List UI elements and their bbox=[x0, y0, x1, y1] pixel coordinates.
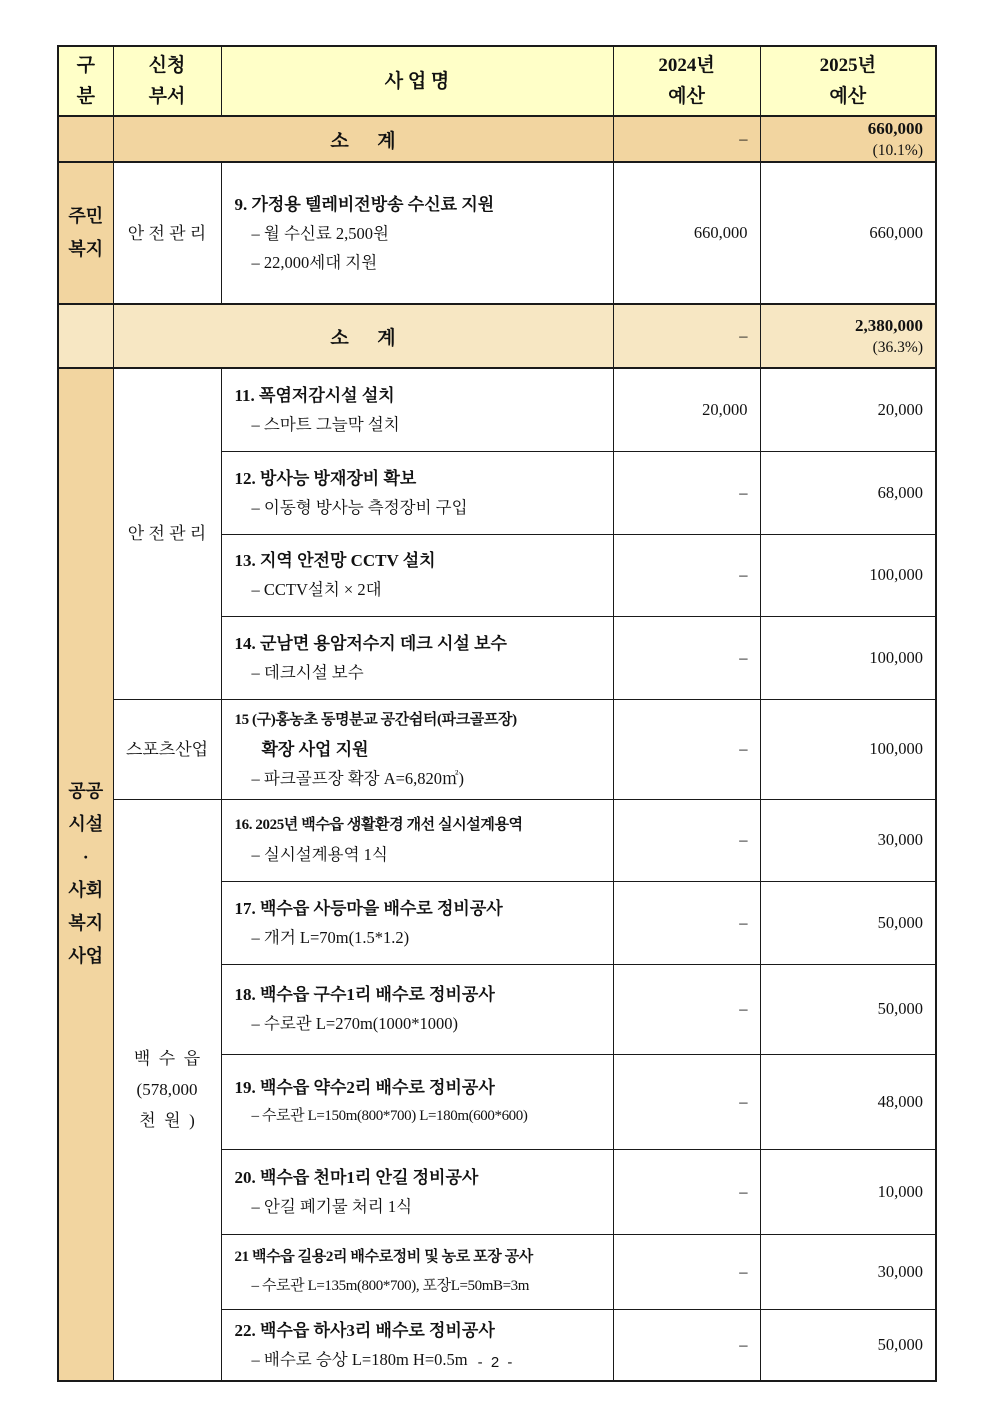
project-subitem: – 배수로 승상 L=180m H=0.5m bbox=[251, 1349, 468, 1369]
header-project: 사 업 명 bbox=[221, 46, 613, 116]
budget-2024-cell: 660,000 bbox=[613, 162, 760, 304]
header-dept-line1: 신청 bbox=[148, 55, 186, 76]
page-number: - 2 - bbox=[477, 1354, 515, 1371]
subtotal2-amount: 2,380,000 bbox=[855, 316, 923, 335]
project-subitem: – 월 수신료 2,500원 bbox=[251, 223, 389, 243]
project-title: 21 백수읍 길용2리 배수로정비 및 농로 포장 공사 bbox=[234, 1248, 533, 1265]
project-cell bbox=[221, 616, 613, 699]
table-header-row bbox=[58, 46, 936, 116]
budget-2024-cell: – bbox=[613, 1149, 760, 1234]
budget-2024-cell: – bbox=[613, 881, 760, 964]
budget-2024-cell: – bbox=[613, 699, 760, 799]
budget-2024-cell: – bbox=[613, 1309, 760, 1381]
dept-cell-sports: 스포츠산업 bbox=[113, 699, 221, 799]
project-title: 16. 2025년 백수읍 생활환경 개선 실시설계용역 bbox=[234, 817, 523, 833]
subtotal-row-gonggong bbox=[58, 304, 936, 368]
category-jumin-line2: 복지 bbox=[68, 239, 104, 259]
category-gonggong-line6: 사업 bbox=[68, 946, 104, 967]
project-subitem: – 파크골프장 확장 A=6,820㎡) bbox=[251, 768, 465, 788]
category-gonggong-line2: 시설 bbox=[68, 814, 104, 835]
subtotal-label: 소 계 bbox=[113, 116, 613, 162]
project-subitem: – 22,000세대 지원 bbox=[251, 252, 378, 272]
category-jumin-line1: 주민 bbox=[68, 206, 104, 226]
project-row-16 bbox=[58, 799, 936, 881]
budget-2025-cell: 30,000 bbox=[760, 799, 936, 881]
project-cell bbox=[221, 534, 613, 616]
project-subitem: – 수로관 L=135m(800*700), 포장L=50mB=3m bbox=[251, 1277, 530, 1294]
budget-2025-cell: 100,000 bbox=[760, 616, 936, 699]
project-title-cont: 확장 사업 지원 bbox=[261, 739, 369, 759]
dept-cell-anjeon1: 안 전 관 리 bbox=[113, 162, 221, 304]
budget-2025-cell: 50,000 bbox=[760, 881, 936, 964]
dept-cell-baeksu bbox=[113, 799, 221, 1381]
budget-2025-cell: 68,000 bbox=[760, 451, 936, 534]
subtotal1-amount: 660,000 bbox=[867, 119, 923, 138]
project-subitem: – 안길 폐기물 처리 1식 bbox=[251, 1196, 413, 1216]
project-cell bbox=[221, 881, 613, 964]
subtotal1-budget-2025 bbox=[760, 116, 936, 162]
budget-table bbox=[57, 45, 937, 1382]
budget-2025-cell: 30,000 bbox=[760, 1234, 936, 1309]
project-subitem: – 수로관 L=150m(800*700) L=180m(600*600) bbox=[251, 1107, 528, 1124]
project-cell bbox=[221, 964, 613, 1054]
subtotal2-category-cell bbox=[58, 304, 113, 368]
budget-2024-cell: – bbox=[613, 964, 760, 1054]
subtotal1-budget-2024: – bbox=[613, 116, 760, 162]
budget-2025-cell: 100,000 bbox=[760, 534, 936, 616]
category-cell-gonggong bbox=[58, 368, 113, 1381]
header-budget-2025 bbox=[760, 46, 936, 116]
budget-2025-cell: 50,000 bbox=[760, 1309, 936, 1381]
project-title: 19. 백수읍 약수2리 배수로 정비공사 bbox=[234, 1077, 495, 1097]
header-2025-line1: 2025년 bbox=[819, 55, 876, 76]
category-gonggong-line5: 복지 bbox=[68, 913, 104, 934]
dept-baeksu-line3: 천 원 ) bbox=[139, 1111, 195, 1130]
category-gonggong-line1: 공공 bbox=[68, 781, 104, 802]
budget-2024-cell: – bbox=[613, 799, 760, 881]
category-gonggong-line3: · bbox=[82, 847, 89, 868]
project-title: 15 (구)홍농초 동명분교 공간쉼터(파크골프장) bbox=[234, 711, 517, 728]
header-dept-line2: 부서 bbox=[148, 86, 186, 107]
budget-2025-cell: 20,000 bbox=[760, 368, 936, 451]
project-title: 17. 백수읍 사등마을 배수로 정비공사 bbox=[234, 898, 503, 918]
project-subitem: – 이동형 방사능 측정장비 구입 bbox=[251, 497, 468, 517]
budget-2024-cell: 20,000 bbox=[613, 368, 760, 451]
project-cell bbox=[221, 799, 613, 881]
budget-2024-cell: – bbox=[613, 616, 760, 699]
category-gonggong-line4: 사회 bbox=[68, 880, 104, 901]
header-2025-line2: 예산 bbox=[829, 86, 867, 107]
budget-2024-cell: – bbox=[613, 1054, 760, 1149]
project-subitem: – 스마트 그늘막 설치 bbox=[251, 414, 400, 434]
project-cell bbox=[221, 162, 613, 304]
project-row-11 bbox=[58, 368, 936, 451]
project-subitem: – CCTV설치 × 2대 bbox=[251, 580, 382, 599]
project-cell bbox=[221, 1149, 613, 1234]
header-category bbox=[58, 46, 113, 116]
header-2024-line2: 예산 bbox=[668, 86, 705, 107]
project-row-9 bbox=[58, 162, 936, 304]
subtotal1-category-cell bbox=[58, 116, 113, 162]
header-2024-line1: 2024년 bbox=[658, 55, 715, 76]
project-subitem: – 수로관 L=270m(1000*1000) bbox=[251, 1014, 459, 1033]
budget-2025-cell: 10,000 bbox=[760, 1149, 936, 1234]
dept-baeksu-line2: (578,000 bbox=[136, 1080, 198, 1099]
project-row-15 bbox=[58, 699, 936, 799]
project-cell bbox=[221, 1234, 613, 1309]
project-title: 12. 방사능 방재장비 확보 bbox=[234, 468, 417, 488]
project-cell bbox=[221, 451, 613, 534]
budget-2025-cell: 50,000 bbox=[760, 964, 936, 1054]
header-dept bbox=[113, 46, 221, 116]
subtotal-label: 소 계 bbox=[113, 304, 613, 368]
project-subitem: – 개거 L=70m(1.5*1.2) bbox=[251, 927, 410, 947]
project-cell bbox=[221, 699, 613, 799]
project-title: 20. 백수읍 천마1리 안길 정비공사 bbox=[234, 1167, 479, 1187]
project-title: 18. 백수읍 구수1리 배수로 정비공사 bbox=[234, 985, 495, 1004]
budget-2024-cell: – bbox=[613, 1234, 760, 1309]
project-title: 13. 지역 안전망 CCTV 설치 bbox=[234, 551, 436, 570]
dept-baeksu-line1: 백 수 읍 bbox=[133, 1049, 201, 1068]
header-category-line1: 구 bbox=[76, 55, 95, 76]
project-title: 11. 폭염저감시설 설치 bbox=[234, 385, 395, 405]
project-cell bbox=[221, 368, 613, 451]
project-title: 14. 군남면 용암저수지 데크 시설 보수 bbox=[234, 633, 507, 653]
subtotal-row-jumin bbox=[58, 116, 936, 162]
category-cell-jumin bbox=[58, 162, 113, 304]
project-cell bbox=[221, 1054, 613, 1149]
project-subitem: – 데크시설 보수 bbox=[251, 662, 364, 682]
budget-2024-cell: – bbox=[613, 534, 760, 616]
subtotal2-budget-2024: – bbox=[613, 304, 760, 368]
budget-2025-cell: 100,000 bbox=[760, 699, 936, 799]
budget-2024-cell: – bbox=[613, 451, 760, 534]
budget-2025-cell: 48,000 bbox=[760, 1054, 936, 1149]
subtotal2-percent: (36.3%) bbox=[872, 339, 923, 356]
subtotal2-budget-2025 bbox=[760, 304, 936, 368]
budget-2025-cell: 660,000 bbox=[760, 162, 936, 304]
project-title: 9. 가정용 텔레비전방송 수신료 지원 bbox=[234, 194, 495, 214]
header-category-line2: 분 bbox=[76, 86, 95, 107]
project-title: 22. 백수읍 하사3리 배수로 정비공사 bbox=[234, 1320, 495, 1340]
subtotal1-percent: (10.1%) bbox=[872, 142, 923, 159]
header-budget-2024 bbox=[613, 46, 760, 116]
project-subitem: – 실시설계용역 1식 bbox=[251, 845, 388, 864]
dept-cell-anjeon2: 안 전 관 리 bbox=[113, 368, 221, 699]
